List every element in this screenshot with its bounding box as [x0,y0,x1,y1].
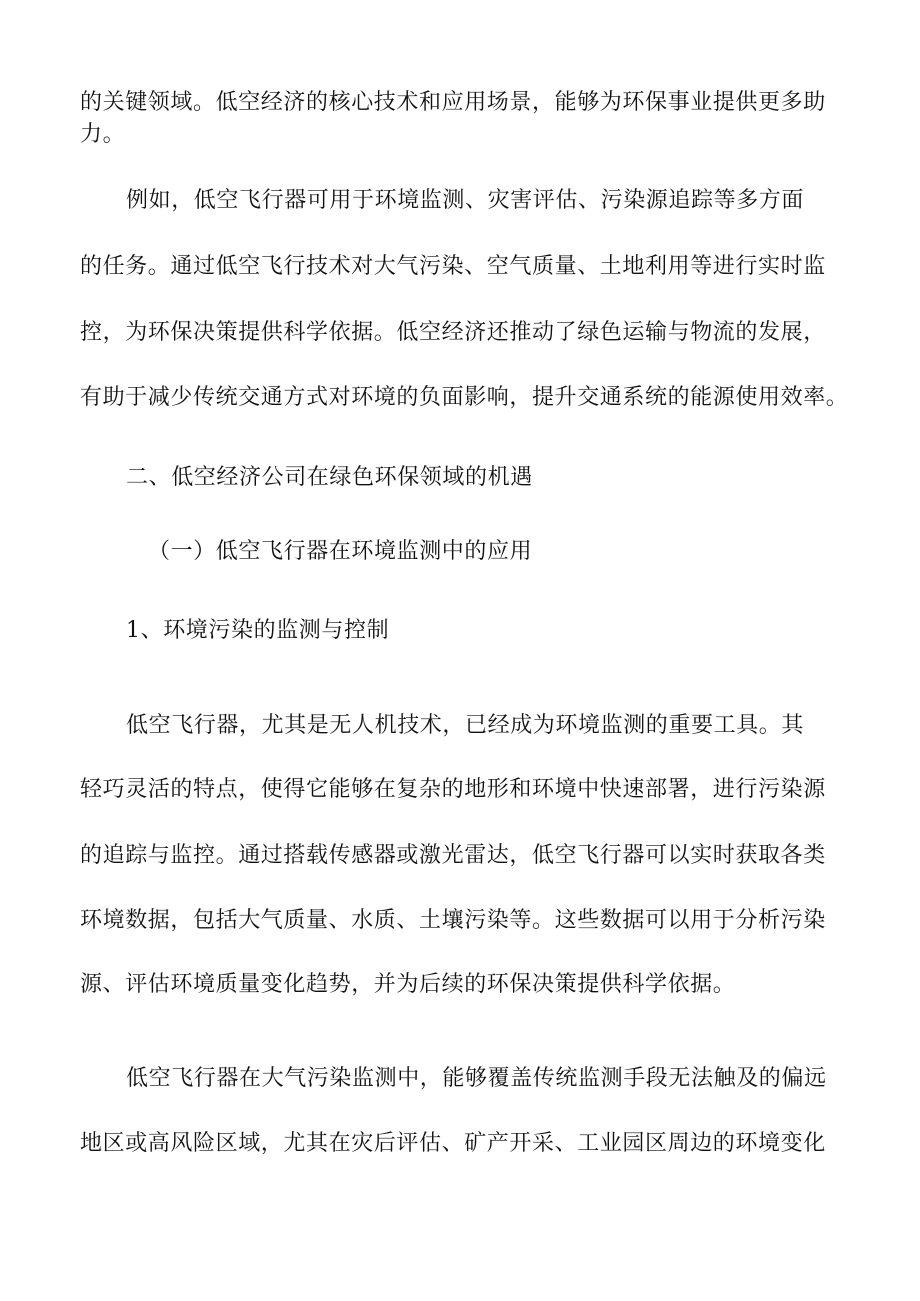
paragraph-2-line-2: 的任务。通过低空飞行技术对大气污染、空气质量、土地利用等进行实时监 [80,254,826,279]
paragraph-3-line-3: 的追踪与监控。通过搭载传感器或激光雷达，低空飞行器可以实时获取各类 [80,843,826,868]
subsection-heading: （一）低空飞行器在环境监测中的应用 [148,539,533,564]
paragraph-1-line-2: 力。 [80,122,126,147]
paragraph-3-line-5: 源、评估环境质量变化趋势，并为后续的环保决策提供科学依据。 [80,972,736,997]
subsubsection-heading: 1、环境污染的监测与控制 [126,618,390,643]
paragraph-2-line-1: 例如，低空飞行器可用于环境监测、灾害评估、污染源追踪等多方面 [126,188,805,213]
paragraph-4-line-2: 地区或高风险区域，尤其在灾后评估、矿产开采、工业园区周边的环境变化 [80,1131,826,1156]
paragraph-2-line-4: 有助于减少传统交通方式对环境的负面影响，提升交通系统的能源使用效率。 [80,385,849,410]
section-heading: 二、低空经济公司在绿色环保领域的机遇 [126,465,533,490]
paragraph-4-line-1: 低空飞行器在大气污染监测中，能够覆盖传统监测手段无法触及的偏远 [126,1066,827,1091]
paragraph-3-line-4: 环境数据，包括大气质量、水质、土壤污染等。这些数据可以用于分析污染 [80,908,826,933]
paragraph-1-line-1: 的关键领域。低空经济的核心技术和应用场景，能够为环保事业提供更多助 [80,90,826,115]
paragraph-3-line-1: 低空飞行器，尤其是无人机技术，已经成为环境监测的重要工具。其 [126,713,805,738]
paragraph-3-line-2: 轻巧灵活的特点，使得它能够在复杂的地形和环境中快速部署，进行污染源 [80,777,826,802]
paragraph-2-line-3: 控，为环保决策提供科学依据。低空经济还推动了绿色运输与物流的发展， [80,320,826,345]
